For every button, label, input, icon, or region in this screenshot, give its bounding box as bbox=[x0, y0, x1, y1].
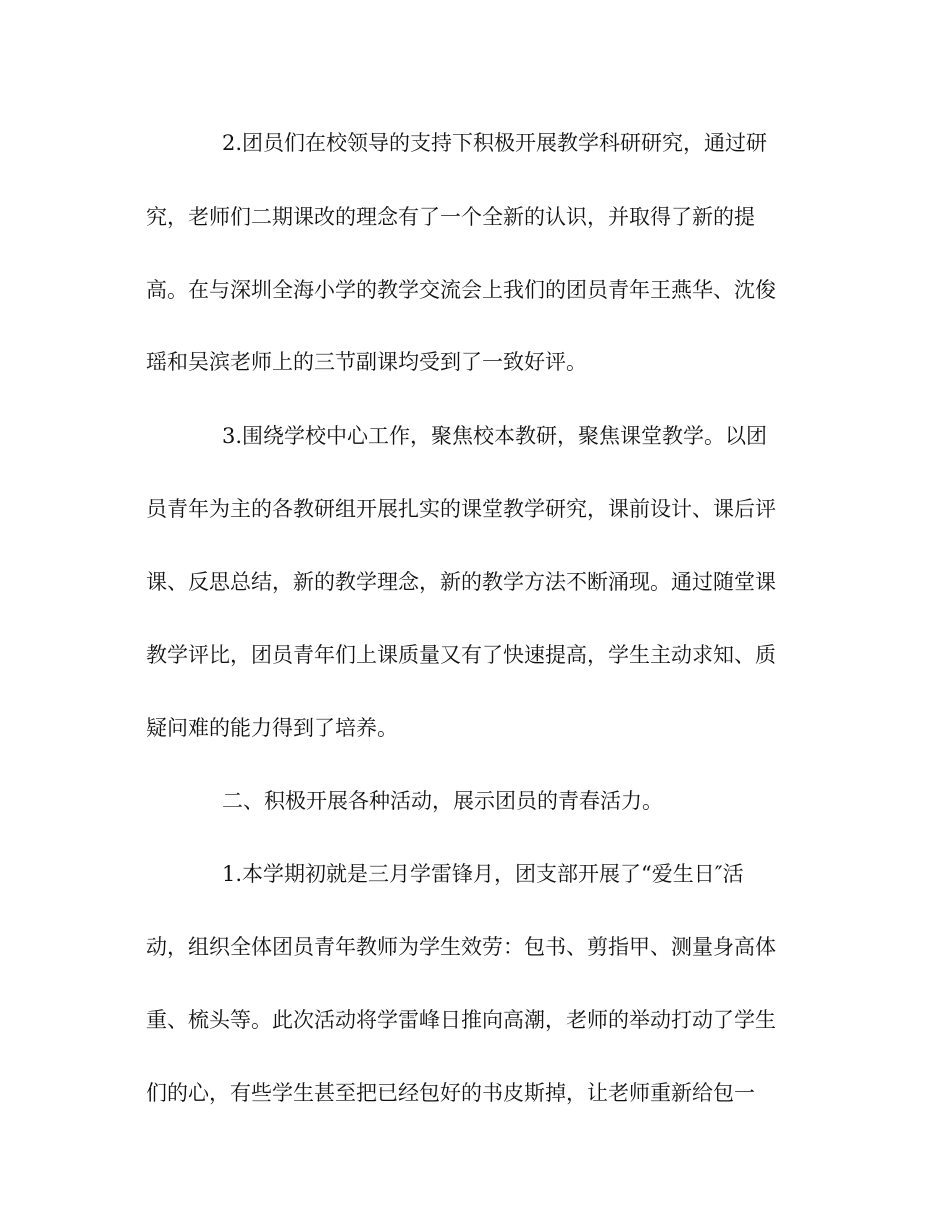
paragraph-3-line-2: 动，组织全体团员青年教师为学生效劳：包书、剪指甲、测量身高体 bbox=[146, 935, 776, 959]
paragraph-2-line-2: 员青年为主的各教研组开展扎实的课堂教学研究，课前设计、课后评 bbox=[146, 497, 776, 521]
paragraph-1-line-3: 高。在与深圳全海小学的教学交流会上我们的团员青年王燕华、沈俊 bbox=[146, 278, 776, 302]
paragraph-3-line-1: 1.本学期初就是三月学雷锋月，团支部开展了“爱生日″活 bbox=[222, 862, 744, 886]
paragraph-3-line-3: 重、梳头等。此次活动将学雷峰日推向高潮，老师的举动打动了学生 bbox=[146, 1008, 776, 1032]
paragraph-1-line-1: 2.团员们在校领导的支持下积极开展教学科研研究，通过研 bbox=[222, 131, 768, 155]
paragraph-3-line-4: 们的心，有些学生甚至把已经包好的书皮斯掉，让老师重新给包一 bbox=[146, 1081, 755, 1105]
section-heading: 二、积极开展各种活动，展示团员的青春活力。 bbox=[222, 789, 663, 813]
paragraph-1-line-4: 瑶和吴滨老师上的三节副课均受到了一致好评。 bbox=[146, 350, 587, 374]
paragraph-2-line-5: 疑问难的能力得到了培养。 bbox=[146, 716, 398, 740]
paragraph-1-line-2: 究，老师们二期课改的理念有了一个全新的认识，并取得了新的提 bbox=[146, 205, 755, 229]
paragraph-2-line-4: 教学评比，团员青年们上课质量又有了快速提高，学生主动求知、质 bbox=[146, 643, 776, 667]
paragraph-2-line-1: 3.围绕学校中心工作，聚焦校本教研，聚焦课堂教学。以团 bbox=[222, 424, 768, 448]
paragraph-2-line-3: 课、反思总结，新的教学理念，新的教学方法不断涌现。通过随堂课 bbox=[146, 570, 776, 594]
